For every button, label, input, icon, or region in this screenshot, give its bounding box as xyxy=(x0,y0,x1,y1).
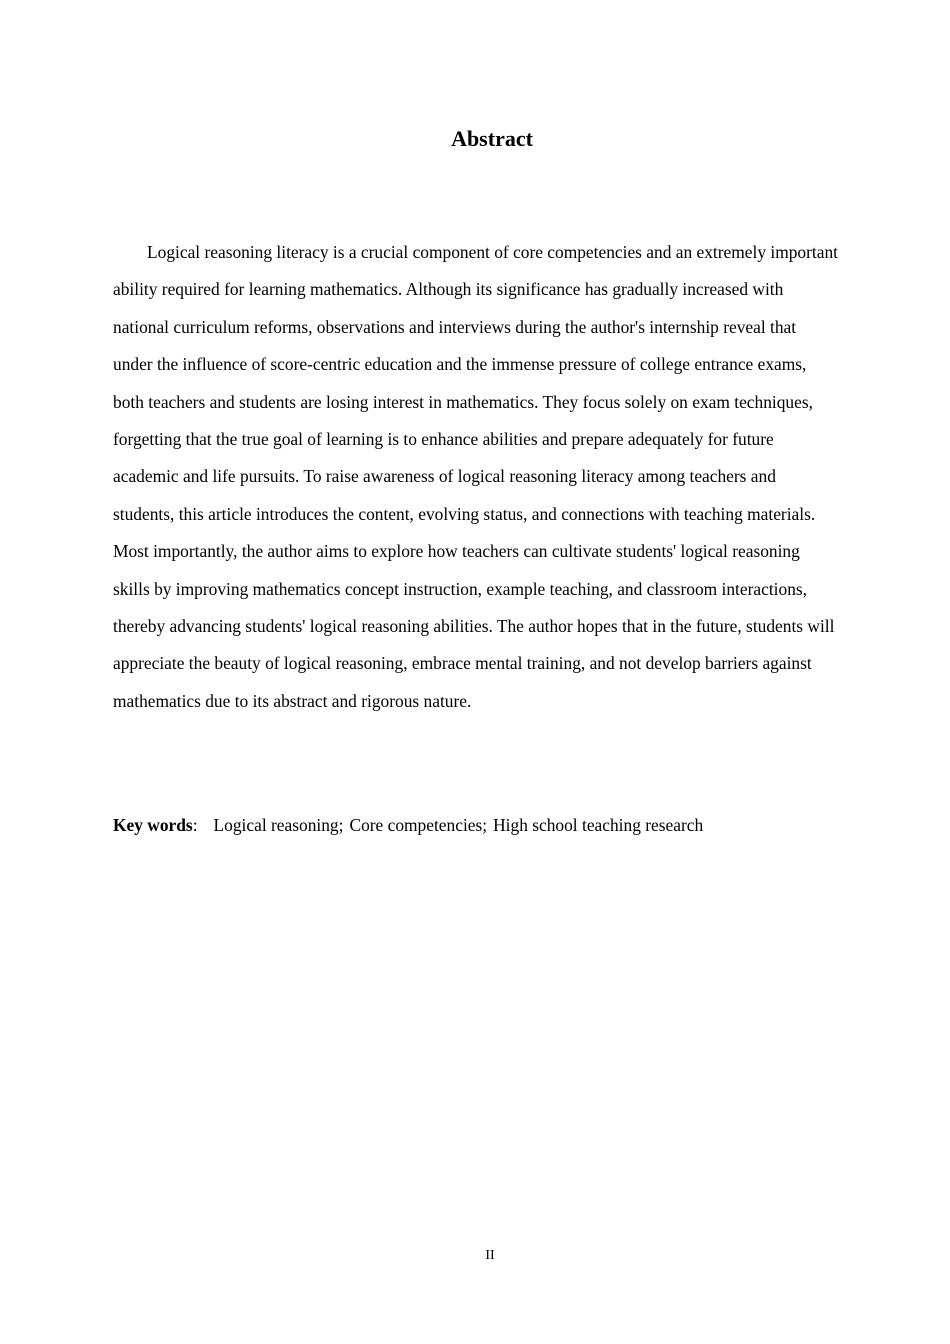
keyword-item: Logical reasoning xyxy=(213,815,339,835)
abstract-title: Abstract xyxy=(451,126,533,151)
page-number: II xyxy=(485,1248,495,1263)
keyword-item: High school teaching research xyxy=(493,815,704,835)
abstract-body: Logical reasoning literacy is a crucial component of core competencies and an extremely important ability required for learning mathematics. Although its significance has gradually increased with national curriculum reforms, observations and interviews during the author's internship reveal that under the influence of score-centric education and the immense pressure of college entrance exams, both teachers and students are losing interest in mathematics. They focus solely on exam techniques, forgetting that the true goal of learning is to enhance abilities and prepare adequately for future academic and life pursuits. To raise awareness of logical reasoning literacy among teachers and students, this article introduces the content, evolving status, and connections with teaching materials. Most importantly, the author aims to explore how teachers can cultivate students' logical reasoning skills by improving mathematics concept instruction, example teaching, and classroom interactions, thereby advancing students' logical reasoning abilities. The author hopes that in the future, students will appreciate the beauty of logical reasoning, embrace mental training, and not develop barriers against mathematics due to its abstract and rigorous nature. xyxy=(113,242,838,711)
keyword-delimiter: ; xyxy=(482,815,488,835)
keywords-label: Key words xyxy=(113,815,193,835)
keyword-item: Core competencies xyxy=(349,815,483,835)
keywords-line xyxy=(113,808,873,842)
keywords-separator: : xyxy=(192,815,198,835)
keyword-delimiter: ; xyxy=(338,815,344,835)
